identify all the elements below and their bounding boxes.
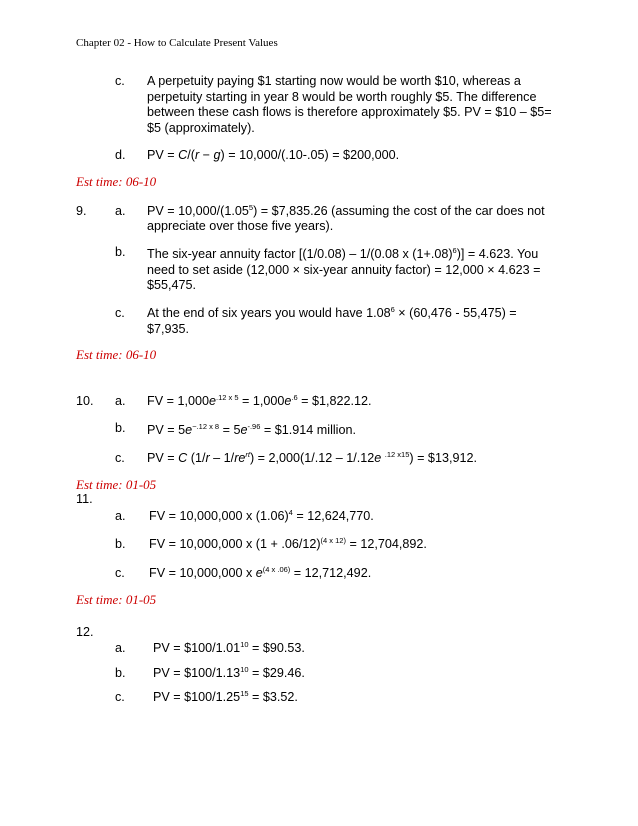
formula-line: The six-year annuity factor [(1/0.08) – 1/(0.08 x $(1+.08)^6)] = 4.623$. You (147, 246, 539, 261)
page-header: Chapter 02 - How to Calculate Present Values (76, 37, 278, 49)
item-label-d: d. (115, 148, 126, 162)
est-time: Est time: 01-05 (76, 477, 157, 492)
est-time: Est time: 01-05 (76, 592, 157, 607)
item-label-a: a. (115, 204, 126, 218)
text-line: $7,935. (147, 322, 190, 336)
formula-line: At the end of six years you would have $1.08^6 \times (60,476 - 55,475)$ = (147, 305, 517, 320)
formula-line: PV = $\$100/1.01^{10}$ = $90.53. (153, 640, 305, 655)
formula-line: PV = $10,000/(1.05^5)$ = $7,835.26 (assuming the cost of the car does not (147, 203, 545, 218)
question-number: 11. (76, 492, 93, 506)
formula-line: FV = 10,000,000 x $e^{(4 x .06)} = 12,712,492$. (149, 565, 372, 580)
formula-line: PV = $5e^{-.12 x 8} = 5e^{-.96}$ = $1.914 million. (147, 422, 356, 437)
est-time: Est time: 06-10 (76, 347, 157, 362)
item-label-b: b. (115, 245, 126, 259)
item-label-b: b. (115, 421, 126, 435)
formula-line: FV = 10,000,000 x $(1.06)^4 = 12,624,770$. (149, 508, 374, 523)
formula-line: FV = $1,000e^{.12 x 5} = 1,000e^{.6}$ = $1,822.12. (147, 393, 372, 408)
question-number: 10. (76, 394, 94, 408)
question-number: 9. (76, 204, 87, 218)
item-label-c: c. (115, 306, 125, 320)
item-label-a: a. (115, 641, 126, 655)
item-label-c: c. (115, 566, 125, 580)
item-label-a: a. (115, 394, 126, 408)
formula-line: PV = C/(r − g) = 10,000/(.10-.05) = $200,000. (147, 148, 400, 162)
formula-line: PV = C $(1/r - 1/re^{rt}) = 2,000(1/.12 - 1/.12e$ $^{.12 x15}$) = $13,912. (147, 450, 477, 465)
item-label-b: b. (115, 537, 126, 551)
text-line: between these cash flows is therefore approximately $5. PV = $10 – $5= (147, 105, 552, 119)
text-line: appreciate over those five years). (147, 219, 334, 233)
text-line: need to set aside (12,000 × six-year annuity factor) = 12,000 × 4.623 = (147, 263, 541, 277)
text-line: A perpetuity paying $1 starting now would be worth $10, whereas a (147, 74, 521, 88)
formula-line: PV = $\$100/1.13^{10}$ = $29.46. (153, 665, 305, 680)
question-number: 12. (76, 625, 94, 639)
item-label-c: c. (115, 451, 125, 465)
text-line: $55,475. (147, 278, 197, 292)
item-label-a: a. (115, 509, 126, 523)
item-label-b: b. (115, 666, 126, 680)
item-label-c: c. (115, 690, 125, 704)
est-time: Est time: 06-10 (76, 174, 157, 189)
text-line: $5 (approximately). (147, 121, 255, 135)
formula-line: PV = $\$100/1.25^{15}$ = $3.52. (153, 689, 298, 704)
formula-line: FV = 10,000,000 x $(1 + .06/12)^{(4 x 12)} = 12,704,892$. (149, 536, 427, 551)
text-line: perpetuity starting in year 8 would be worth roughly $5. The difference (147, 90, 537, 104)
item-label-c: c. (115, 74, 125, 88)
